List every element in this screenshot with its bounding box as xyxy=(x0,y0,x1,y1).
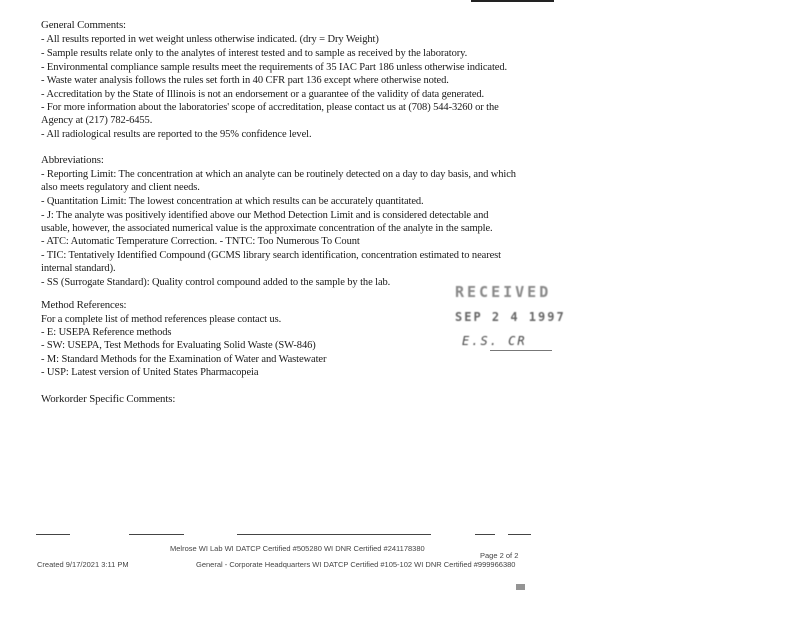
received-stamp-title: RECEIVED xyxy=(455,283,552,301)
general-comment-line: - Environmental compliance sample results meet the requirements of 35 IAC Part 186 unless otherwise indicated. xyxy=(41,62,508,73)
abbreviation-line: - ATC: Automatic Temperature Correction. - TNTC: Too Numerous To Count xyxy=(41,236,360,247)
stamp-signature-rule xyxy=(490,350,552,351)
footer-corporate-certification: General - Corporate Headquarters WI DATCP Certified #105-102 WI DNR Certified #999966380 xyxy=(196,560,516,569)
abbreviation-line: also meets regulatory and client needs. xyxy=(41,182,200,193)
footer-created-timestamp: Created 9/17/2021 3:11 PM xyxy=(37,560,129,569)
general-comment-line: - Waste water analysis follows the rules set forth in 40 CFR part 136 except where otherwise noted. xyxy=(41,75,449,86)
scan-mark xyxy=(516,584,525,590)
footer-rule xyxy=(508,534,531,535)
abbreviations-heading: Abbreviations: xyxy=(41,154,104,166)
method-reference-line: - M: Standard Methods for the Examination of Water and Wastewater xyxy=(41,354,327,365)
abbreviation-line: - SS (Surrogate Standard): Quality control compound added to the sample by the lab. xyxy=(41,277,391,288)
method-reference-line: - E: USEPA Reference methods xyxy=(41,327,172,338)
method-references-heading: Method References: xyxy=(41,299,127,311)
general-comments-heading: General Comments: xyxy=(41,19,126,31)
footer-page-number: Page 2 of 2 xyxy=(480,551,519,560)
workorder-comments-heading: Workorder Specific Comments: xyxy=(41,393,176,405)
top-rule xyxy=(471,0,554,2)
abbreviation-line: usable, however, the associated numerical value is the approximate concentration of the analyte in the sample. xyxy=(41,223,493,234)
footer-rule xyxy=(129,534,184,535)
method-reference-line: - SW: USEPA, Test Methods for Evaluating Solid Waste (SW-846) xyxy=(41,340,316,351)
method-reference-line: For a complete list of method references please contact us. xyxy=(41,314,282,325)
general-comment-line: - For more information about the laboratories' scope of accreditation, please contact us at (708) 544-3260 or the xyxy=(41,102,499,113)
footer-rule xyxy=(36,534,70,535)
abbreviation-line: - TIC: Tentatively Identified Compound (GCMS library search identification, concentration estimated to nearest xyxy=(41,250,501,261)
general-comment-line: - All results reported in wet weight unless otherwise indicated. (dry = Dry Weight) xyxy=(41,34,379,45)
general-comment-line: - All radiological results are reported to the 95% confidence level. xyxy=(41,129,312,140)
abbreviation-line: - Reporting Limit: The concentration at which an analyte can be routinely detected on a day to day basis, and which xyxy=(41,169,516,180)
general-comment-line: - Sample results relate only to the analytes of interest tested and to sample as received by the laboratory. xyxy=(41,48,468,59)
footer-rule xyxy=(237,534,431,535)
method-reference-line: - USP: Latest version of United States Pharmacopeia xyxy=(41,367,259,378)
general-comment-line: - Accreditation by the State of Illinois is not an endorsement or a guarantee of the validity of data generated. xyxy=(41,89,485,100)
footer-rule xyxy=(475,534,495,535)
abbreviation-line: - J: The analyte was positively identified above our Method Detection Limit and is considered detectable and xyxy=(41,210,489,221)
footer-lab-certification: Melrose WI Lab WI DATCP Certified #505280 WI DNR Certified #241178380 xyxy=(170,544,425,553)
received-stamp-initials: E.S. CR xyxy=(462,334,527,348)
received-stamp-date: SEP 2 4 1997 xyxy=(455,310,566,324)
general-comment-line: Agency at (217) 782-6455. xyxy=(41,115,153,126)
abbreviation-line: internal standard). xyxy=(41,263,116,274)
abbreviation-line: - Quantitation Limit: The lowest concentration at which results can be accurately quantitated. xyxy=(41,196,424,207)
